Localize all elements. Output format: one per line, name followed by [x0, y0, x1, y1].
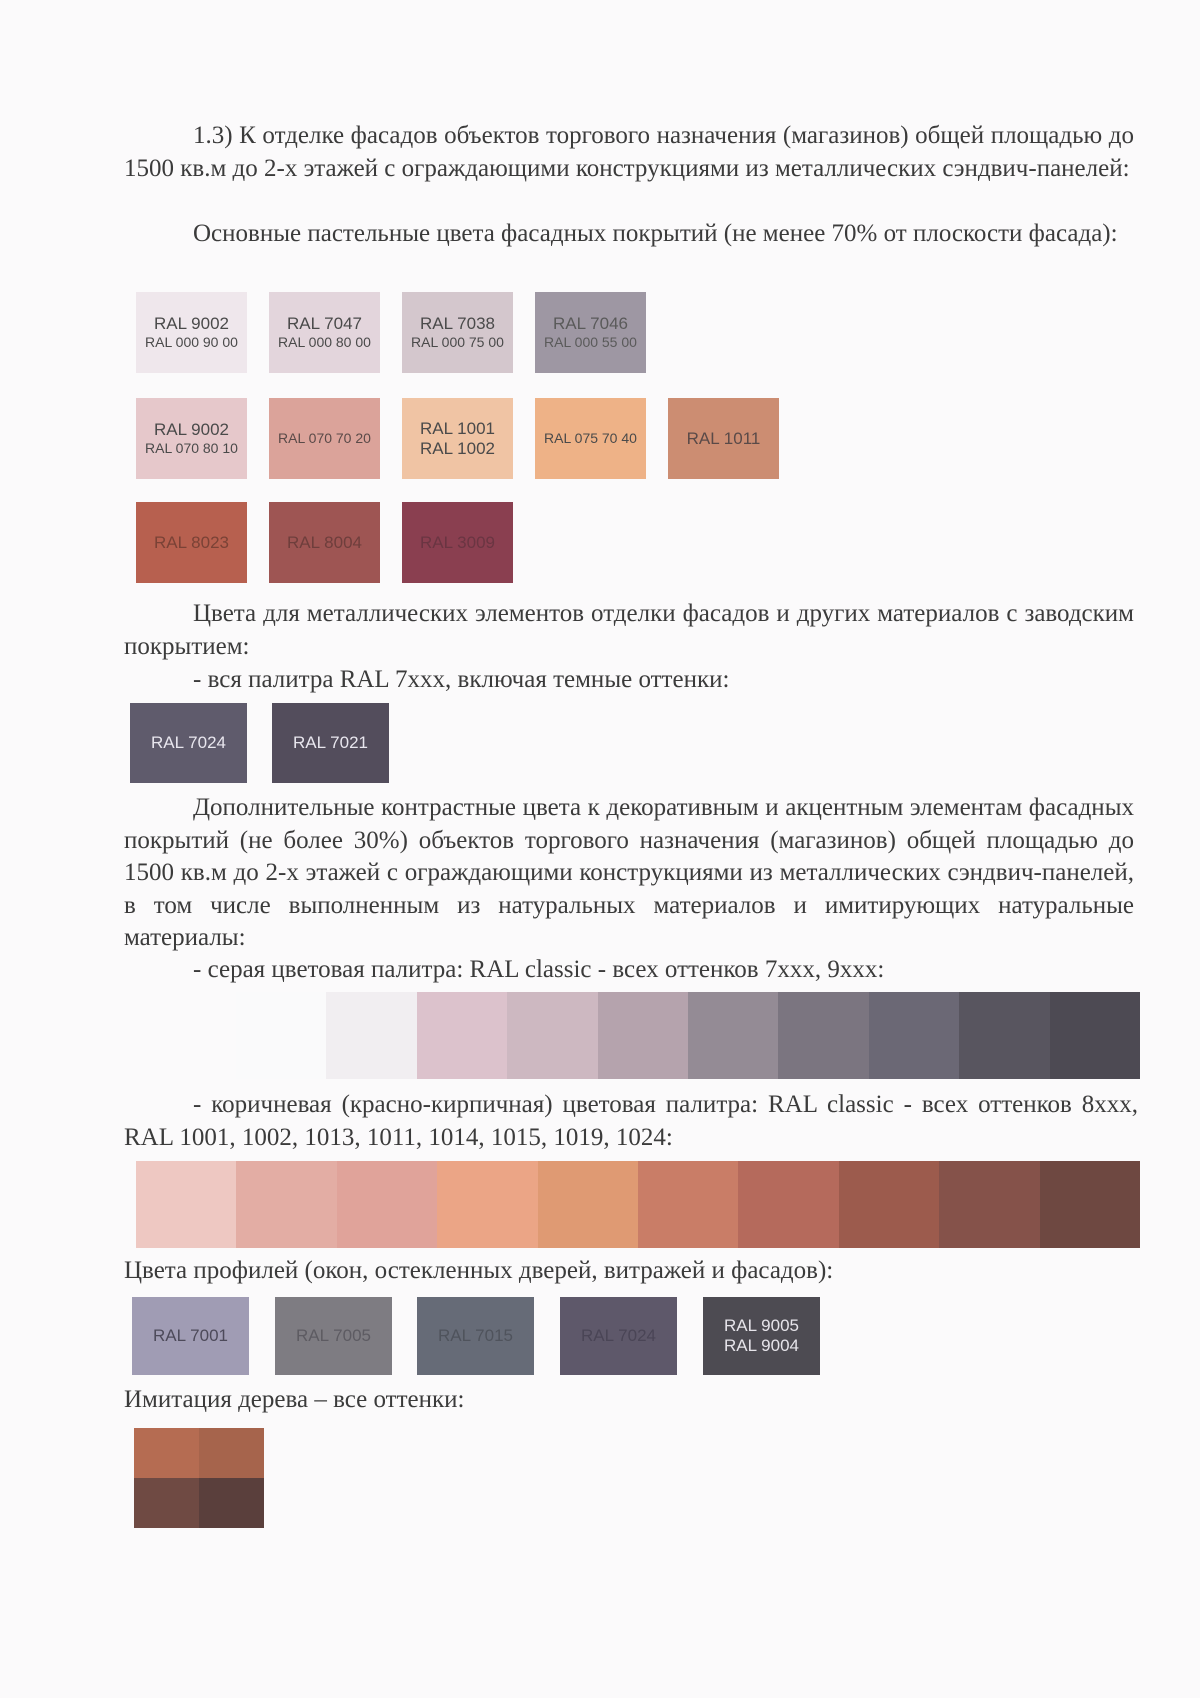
gray-palette-cell [869, 992, 959, 1079]
swatch-ral-7047: RAL 7047 RAL 000 80 00 [269, 292, 380, 373]
gray-palette-cell [236, 992, 326, 1079]
swatch-ral-7046: RAL 7046 RAL 000 55 00 [535, 292, 646, 373]
swatch-ral-070-70-20: RAL 070 70 20 [269, 398, 380, 479]
paragraph-metal: Цвета для металлических элементов отделки фасадов и других материалов с заводским покрытием: [124, 600, 1134, 660]
brown-palette-cell [638, 1161, 738, 1248]
gray-palette-strip [236, 992, 1140, 1079]
brown-palette-cell [538, 1161, 638, 1248]
swatch-ral-075-70-40: RAL 075 70 40 [535, 398, 646, 479]
brown-palette-cell [236, 1161, 336, 1248]
paragraph-brown-palette: - коричневая (красно-кирпичная) цветовая палитра: RAL classic - всех оттенков 8xxx, RAL 1001, 1002, 1013, 1011, 1014, 1015, 1019, 1024: [124, 1091, 1138, 1151]
swatch-ral-7038: RAL 7038 RAL 000 75 00 [402, 292, 513, 373]
brown-palette-strip [136, 1161, 1140, 1248]
wood-cell [199, 1428, 264, 1478]
brown-palette-cell [437, 1161, 537, 1248]
swatch-ral-7021: RAL 7021 [272, 703, 389, 783]
brown-palette-cell [939, 1161, 1039, 1248]
brown-palette-cell [337, 1161, 437, 1248]
brown-palette-cell [839, 1161, 939, 1248]
wood-cell [199, 1478, 264, 1528]
paragraph-profiles: Цвета профилей (окон, остекленных дверей, витражей и фасадов): [124, 1257, 834, 1284]
paragraph-wood: Имитация дерева – все оттенки: [124, 1386, 465, 1413]
swatch-ral-1011: RAL 1011 [668, 398, 779, 479]
gray-palette-cell [688, 992, 778, 1079]
gray-palette-cell [959, 992, 1049, 1079]
gray-palette-cell [778, 992, 868, 1079]
gray-palette-cell [598, 992, 688, 1079]
gray-palette-cell [326, 992, 416, 1079]
swatch-ral-7005: RAL 7005 [275, 1297, 392, 1375]
swatch-ral-9005-9004: RAL 9005 RAL 9004 [703, 1297, 820, 1375]
swatch-ral-8004: RAL 8004 [269, 502, 380, 583]
brown-palette-cell [136, 1161, 236, 1248]
swatch-ral-7024-profile: RAL 7024 [560, 1297, 677, 1375]
brown-palette-cell [1040, 1161, 1140, 1248]
gray-palette-cell [1050, 992, 1140, 1079]
gray-palette-cell [417, 992, 507, 1079]
paragraph-gray-palette: - серая цветовая палитра: RAL classic - всех оттенков 7xxx, 9xxx: [193, 956, 885, 983]
brown-palette-cell [738, 1161, 838, 1248]
swatch-ral-9002-alt: RAL 9002 RAL 070 80 10 [136, 398, 247, 479]
paragraph-contrast: Дополнительные контрастные цвета к декоративным и акцентным элементам фасадных покрытий (не более 30%) объектов торгового назначения (магазинов) общей площадью до 1500 кв.м до 2-х этажей с ограждающими конструкциями из металлических сэндвич-панелей, в том числе выполненным из натуральных материалов и имитирующих натуральные материалы: [124, 794, 1134, 951]
swatch-ral-7001: RAL 7001 [132, 1297, 249, 1375]
swatch-ral-3009: RAL 3009 [402, 502, 513, 583]
swatch-ral-7015: RAL 7015 [417, 1297, 534, 1375]
gray-palette-cell [507, 992, 597, 1079]
swatch-ral-8023: RAL 8023 [136, 502, 247, 583]
wood-cell [134, 1428, 199, 1478]
paragraph-metal-palette: - вся палитра RAL 7xxx, включая темные оттенки: [193, 666, 730, 693]
paragraph-intro: 1.3) К отделке фасадов объектов торгового назначения (магазинов) общей площадью до 1500 кв.м до 2-х этажей с ограждающими конструкциями из металлических сэндвич-панелей: [124, 122, 1134, 182]
paragraph-pastel: Основные пастельные цвета фасадных покрытий (не менее 70% от плоскости фасада): [193, 220, 1118, 247]
swatch-ral-7024: RAL 7024 [130, 703, 247, 783]
swatch-ral-9002: RAL 9002 RAL 000 90 00 [136, 292, 247, 373]
wood-cell [134, 1478, 199, 1528]
swatch-ral-1001-1002: RAL 1001 RAL 1002 [402, 398, 513, 479]
wood-imitation-swatch [134, 1428, 264, 1528]
